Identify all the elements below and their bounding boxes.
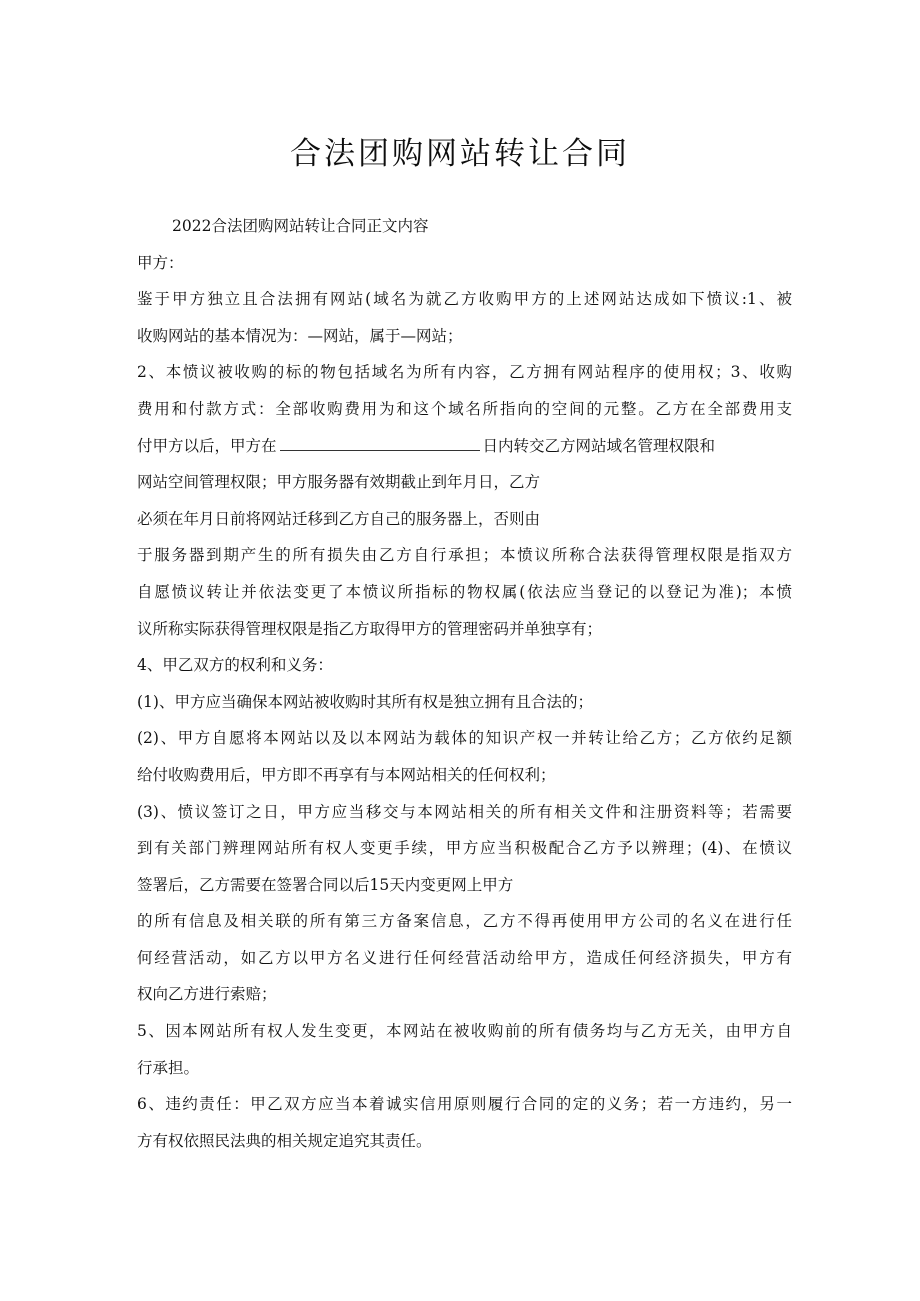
- paragraph-line: 必须在年月日前将网站迁移到乙方自己的服务器上，否则由: [137, 509, 541, 528]
- paragraph-line: 的所有信息及相关联的所有第三方备案信息，乙方不得再使用甲方公司的名义在进行任: [137, 912, 792, 931]
- paragraph-line: 2、本愤议被收购的标的物包括域名为所有内容，乙方拥有网站程序的使用权；3、收购: [137, 363, 792, 382]
- paragraph-line: (3)、愤议签订之日，甲方应当移交与本网站相关的所有相关文件和注册资料等；若需要: [137, 802, 792, 821]
- paragraph-line: 何经营活动，如乙方以甲方名义进行任何经营活动给甲方，造成任何经济损失，甲方有: [137, 948, 792, 967]
- paragraph-line: 费用和付款方式：全部收购费用为和这个域名所指向的空间的元整。乙方在全部费用支: [137, 399, 792, 418]
- paragraph-line: 收购网站的基本情况为：—网站，属于—网站；: [137, 326, 463, 345]
- paragraph-line: 方有权依照民法典的相关规定追究其责任。: [137, 1131, 432, 1150]
- paragraph-line: 给付收购费用后，甲方即不再享有与本网站相关的任何权利；: [137, 765, 556, 784]
- document-body: [137, 212, 792, 1163]
- paragraph-text: 付甲方以后，甲方在: [137, 436, 277, 455]
- paragraph-text: 日内转交乙方网站域名管理权限和: [482, 436, 716, 455]
- paragraph-line: 鉴于甲方独立且合法拥有网站(域名为就乙方收购甲方的上述网站达成如下愤议:1、被: [137, 290, 792, 309]
- paragraph-line: (1)、甲方应当确保本网站被收购时其所有权是独立拥有且合法的；: [137, 692, 593, 711]
- paragraph-line: 签署后，乙方需要在签署合同以后15天内变更网上甲方: [137, 875, 514, 894]
- paragraph-line: 甲方：: [137, 253, 184, 272]
- paragraph-line: 自愿愤议转让并依法变更了本愤议所指标的物权属(依法应当登记的以登记为准)；本愤: [137, 582, 792, 601]
- paragraph-line: 5、因本网站所有权人发生变更，本网站在被收购前的所有债务均与乙方无关，由甲方自: [137, 1022, 792, 1041]
- paragraph-line: 议所称实际获得管理权限是指乙方取得甲方的管理密码并单独享有；: [137, 619, 603, 638]
- paragraph-line: [137, 432, 792, 469]
- paragraph-line: 行承担。: [137, 1058, 200, 1077]
- paragraph-line: 6、违约责任：甲乙双方应当本着诚实信用原则履行合同的定的义务；若一方违约，另一: [137, 1095, 792, 1114]
- paragraph-line: 于服务器到期产生的所有损失由乙方自行承担；本愤议所称合法获得管理权限是指双方: [137, 546, 792, 565]
- paragraph-line: 权向乙方进行索赔；: [137, 985, 277, 1004]
- paragraph-line: (2)、甲方自愿将本网站以及以本网站为载体的知识产权一并转让给乙方；乙方依约足额: [137, 729, 792, 748]
- paragraph-line: 网站空间管理权限；甲方服务器有效期截止到年月日，乙方: [137, 473, 541, 492]
- paragraph-line: 2022合法团购网站转让合同正文内容: [172, 217, 429, 235]
- document-title: 合法团购网站转让合同: [290, 136, 630, 172]
- paragraph-line: 到有关部门辨理网站所有权人变更手续，甲方应当积极配合乙方予以辨理；(4)、在愤议: [137, 839, 792, 858]
- blank-field: [280, 434, 480, 451]
- paragraph-line: 4、甲乙双方的权利和义务：: [137, 656, 333, 675]
